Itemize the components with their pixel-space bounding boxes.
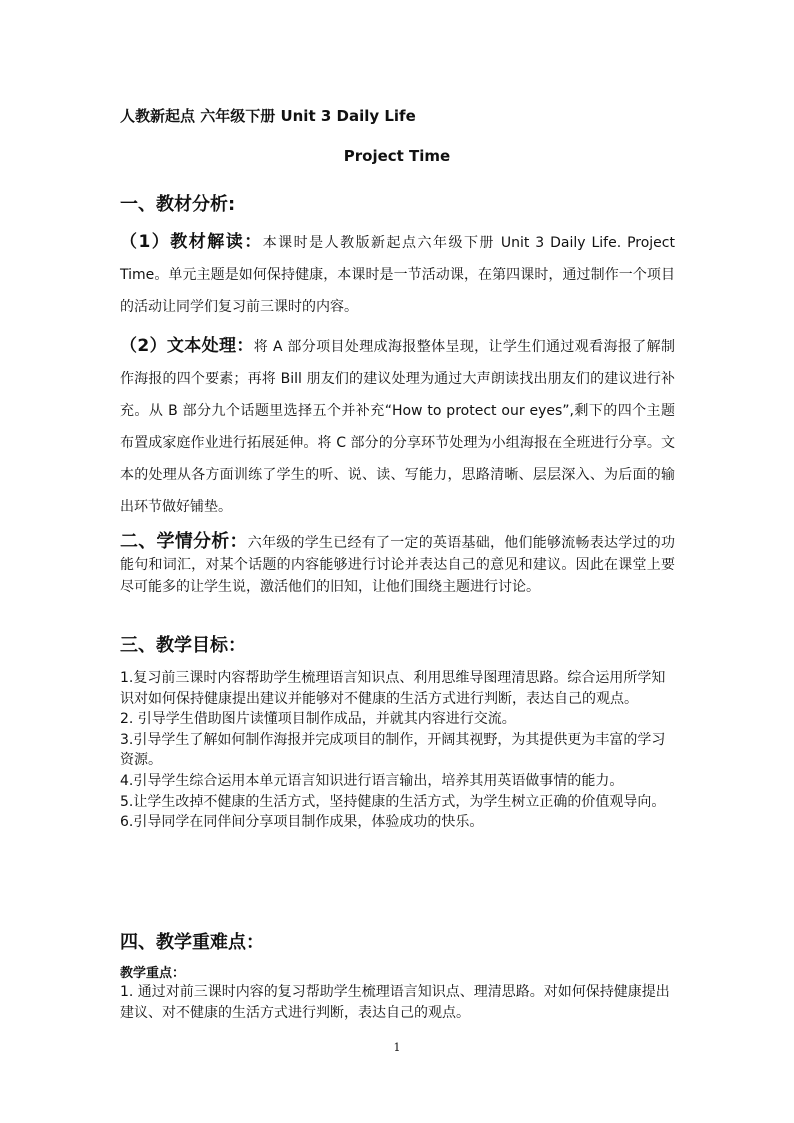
objective-item: 6.引导同学在同伴间分享项目制作成果，体验成功的快乐。	[120, 814, 484, 831]
paragraph-textbook-reading	[120, 226, 675, 323]
subheading-key-points: 教学重点：	[120, 966, 186, 981]
heading-textbook-analysis: 一、教材分析:	[120, 194, 236, 215]
document-title: 人教新起点 六年级下册 Unit 3 Daily Life	[120, 107, 416, 125]
heading-teaching-objectives: 三、教学目标：	[120, 635, 246, 656]
heading-student-analysis: 二、学情分析：	[120, 531, 248, 552]
page-number: 1	[393, 1041, 401, 1054]
text-student-analysis: 六年级的学生已经有了一定的英语基础，他们能够流畅表达学过的功能句和词汇，对某个话题的内容能够进行讨论并表达自己的意见和建议。因此在课堂上要尽可能多的让学生说，激活他们的旧知，让他们围绕主题进行讨论。	[120, 535, 675, 595]
text-textbook-reading: 本课时是人教版新起点六年级下册 Unit 3 Daily Life. Project Time。单元主题是如何保持健康，本课时是一节活动课，在第四课时，通过制作一个项目的活动让同学们复习前三课时的内容。	[120, 235, 675, 315]
heading-key-difficult-points: 四、教学重难点：	[120, 932, 264, 953]
paragraph-text-processing	[120, 330, 675, 523]
label-text-processing: （2）文本处理：	[120, 336, 254, 356]
objective-item: 3.引导学生了解如何制作海报并完成项目的制作，开阔其视野，为其提供更为丰富的学习资源。	[120, 731, 666, 769]
key-point-item: 1. 通过对前三课时内容的复习帮助学生梳理语言知识点、理清思路。对如何保持健康提出建议、对不健康的生活方式进行判断，表达自己的观点。	[120, 984, 670, 1021]
text-text-processing: 将 A 部分项目处理成海报整体呈现，让学生们通过观看海报了解制作海报的四个要素；再将 Bill 朋友们的建议处理为通过大声朗读找出朋友们的建议进行补充。从 B 部分九个话题里选择五个并补充“How to protect our eyes”,剩下的四个主题布置成家庭作业进行拓展延伸。将 C 部分的分享环节处理为小组海报在全班进行分享。文本的处理从各方面训练了学生的听、说、读、写能力，思路清晰、层层深入、为后面的输出环节做好铺垫。	[120, 339, 675, 515]
list-teaching-objectives	[120, 668, 675, 833]
paragraph-student-analysis	[120, 531, 675, 598]
objective-item: 4.引导学生综合运用本单元语言知识进行语言输出，培养其用英语做事情的能力。	[120, 772, 624, 789]
document-subtitle: Project Time	[343, 147, 451, 165]
objective-item: 2. 引导学生借助图片读懂项目制作成品，并就其内容进行交流。	[120, 711, 516, 728]
objective-item: 1.复习前三课时内容帮助学生梳理语言知识点、利用思维导图理清思路。综合运用所学知识对如何保持健康提出建议并能够对不健康的生活方式进行判断，表达自己的观点。	[120, 670, 666, 707]
label-textbook-reading: （1）教材解读：	[120, 232, 263, 252]
objective-item: 5.让学生改掉不健康的生活方式，坚持健康的生活方式，为学生树立正确的价值观导向。	[120, 793, 666, 810]
